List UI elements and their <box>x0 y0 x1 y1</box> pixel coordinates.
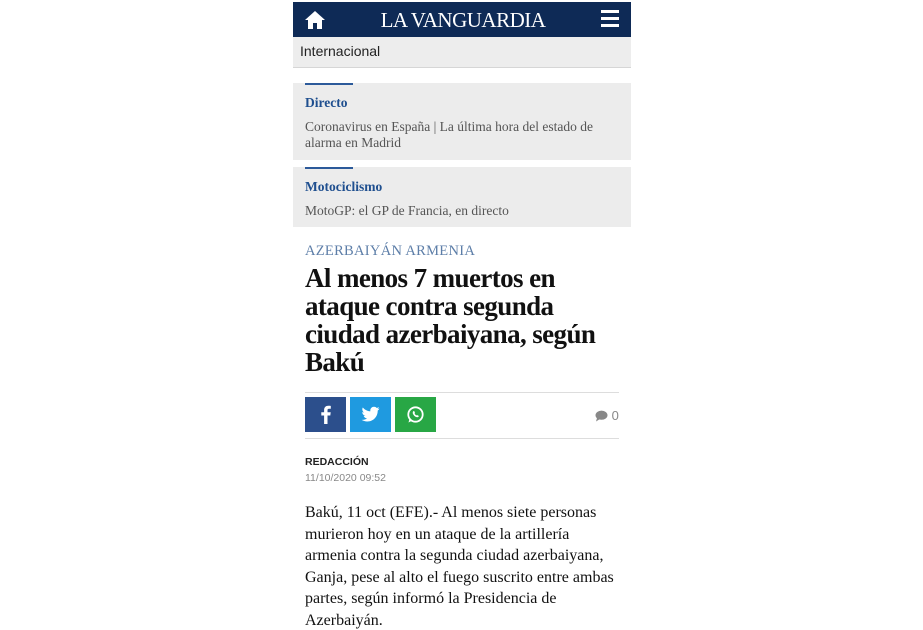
highlight-card-motociclismo[interactable] <box>293 167 631 227</box>
article-date: 11/10/2020 09:52 <box>305 472 386 484</box>
top-navigation-bar <box>293 2 631 37</box>
share-whatsapp-button[interactable] <box>395 397 436 432</box>
home-icon[interactable] <box>303 8 327 32</box>
article-title: Al menos 7 muertos en ataque contra segunda ciudad azerbaiyana, según Bakú <box>305 263 596 377</box>
share-facebook-button[interactable] <box>305 397 346 432</box>
divider <box>305 438 619 439</box>
mobile-page <box>293 2 631 630</box>
article-author: REDACCIÓN <box>305 456 369 468</box>
site-logo[interactable]: LA VANGUARDIA <box>380 8 546 32</box>
article-tag[interactable]: AZERBAIYÁN ARMENIA <box>305 243 476 259</box>
whatsapp-icon <box>395 397 436 432</box>
card-accent-line <box>305 167 353 169</box>
card-headline[interactable]: MotoGP: el GP de Francia, en directo <box>305 203 509 218</box>
speech-bubble-icon <box>595 410 608 422</box>
card-kicker: Motociclismo <box>305 179 383 194</box>
card-kicker: Directo <box>305 95 348 110</box>
comments-counter[interactable] <box>595 408 619 424</box>
divider <box>305 392 619 393</box>
comments-count: 0 <box>611 408 619 423</box>
hamburger-menu-icon[interactable] <box>601 10 621 28</box>
section-label[interactable]: Internacional <box>300 43 381 59</box>
card-headline[interactable]: Coronavirus en España | La última hora del estado de alarma en Madrid <box>305 119 593 150</box>
card-accent-line <box>305 83 353 85</box>
facebook-icon <box>305 397 346 432</box>
article-body-paragraph: Bakú, 11 oct (EFE).- Al menos siete personas murieron hoy en un ataque de la artillería armenia contra la segunda ciudad azerbaiyana, Ganja, pese al alto el fuego suscrito entre ambas partes, según informó la Presidencia de Azerbaiyán. <box>305 504 614 629</box>
share-twitter-button[interactable] <box>350 397 391 432</box>
section-bar <box>293 37 631 68</box>
twitter-icon <box>350 397 391 432</box>
highlight-card-directo[interactable] <box>293 83 631 160</box>
